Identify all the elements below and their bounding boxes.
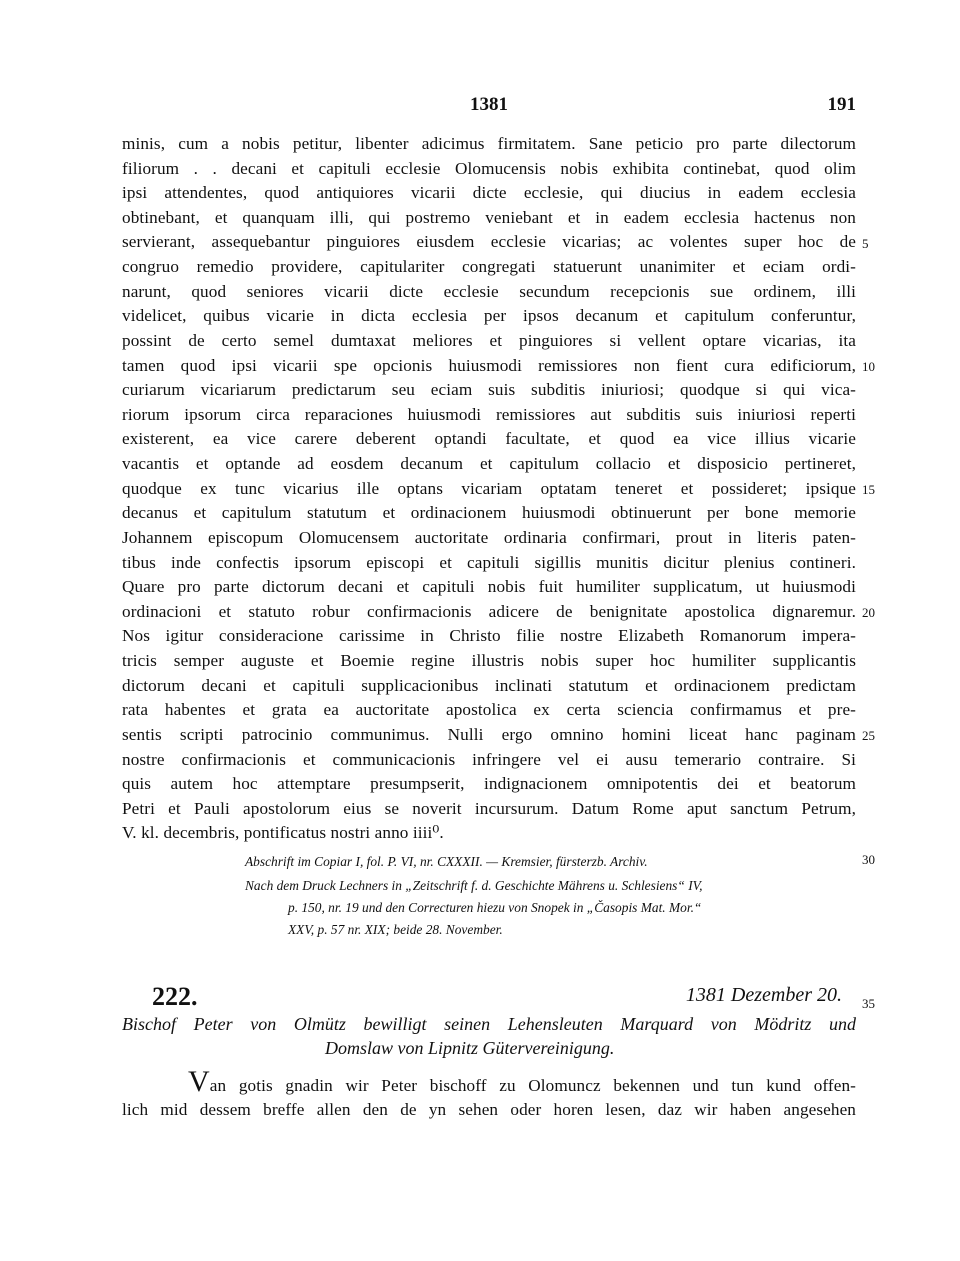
document-text-line: lich mid dessem breffe allen den de yn sehen oder horen lesen, daz wir haben angesehen [122,1100,856,1119]
source-note-line: XXV, p. 57 nr. XIX; beide 28. November. [288,922,503,937]
body-line: existerent, ea vice carere deberent optandi facultate, et quod ea vice illius vicarie [122,429,856,449]
body-line: filiorum . . decani et capituli ecclesie Olomucensis nobis exhibita continebat, quod olim [122,158,856,178]
body-line: congruo remedio providere, capitulariter congregati statuerunt unanimiter et eciam ordi- [122,257,856,277]
body-line: videlicet, quibus vicarie in dicta ecclesia per ipsos decanum et capitulum conferuntur, [122,306,856,326]
body-line: Johannem episcopum Olomucensem auctoritate ordinaria confirmari, prout in literis paten- [122,527,856,547]
body-line: possint de certo semel dumtaxat meliores et pinguiores si vellent optare vicarias, ita [122,330,856,350]
line-number: 15 [862,482,875,497]
body-line: minis, cum a nobis petitur, libenter adicimus firmitatem. Sane peticio pro parte dilectorum [122,134,856,153]
body-line: quodque ex tunc vicarius ille optans vicariam optatam teneret et possideret; ipsique [122,478,856,498]
body-line: sentis scripti patrocinio communimus. Nulli ergo omnino homini liceat hanc paginam [122,724,856,744]
line-number: 20 [862,605,875,620]
line-number: 35 [862,996,875,1011]
body-line: tibus inde confectis ipsorum episcopi et capituli sigillis munitis dicitur plenius contineri. [122,552,856,572]
body-line: Quare pro parte dictorum decani et capituli nobis fuit humiliter supplicatum, ut huiusmodi [122,577,856,597]
body-line: dictorum decani et capituli supplicacionibus inclinati statutum et ordinacionem predictam [122,675,856,695]
body-line: ipsi attendentes, quod antiquiores vicarii dicte ecclesie, qui diucius in eadem ecclesia [122,183,856,203]
body-line: nostre confirmacionis et communicacionis infringere vel ei ausu temerario contraire. Si [122,749,856,769]
regest-line: Domslaw von Lipnitz Gütervereinigung. [325,1038,615,1058]
source-note-line: p. 150, nr. 19 und den Correcturen hiezu von Snopek in „Časopis Mat. Mor.“ [288,900,702,915]
line-number: 25 [862,728,875,743]
document-number: 222. [152,982,198,1011]
body-line: narunt, quod seniores vicarii dicte ecclesie secundum recepcionis sue ordinem, illi [122,281,856,301]
initial-letter: V [188,1065,210,1098]
body-line: curiarum vicariarum predictarum seu eciam suis subditis iniuriosi; quodque si qui vica- [122,380,856,400]
document-text-line [188,1065,856,1098]
body-line: obtinebant, et quanquam illi, qui postremo veniebant et in eadem ecclesia hactenus non [122,207,856,227]
source-note-line: Abschrift im Copiar I, fol. P. VI, nr. CXXXII. — Kremsier, fürsterzb. Archiv. [245,854,648,869]
line-number: 5 [862,236,869,251]
source-note-line: Nach dem Druck Lechners in „Zeitschrift f. d. Geschichte Mährens u. Schlesiens“ IV, [245,878,703,893]
body-line: Petri et Pauli apostolorum eius se noverit incursurum. Datum Rome aput sanctum Petrum, [122,798,856,818]
body-line: servierant, assequebantur pinguiores eiusdem ecclesie vicarias; ac volentes super hoc de [122,232,856,252]
body-line: tricis semper auguste et Boemie regine illustris nobis super hoc humiliter supplicantis [122,651,856,671]
page-number: 191 [827,94,856,115]
document-date: 1381 Dezember 20. [685,984,842,1006]
regest-line: Bischof Peter von Olmütz bewilligt seinen Lehensleuten Marquard von Mödritz und [122,1014,856,1034]
body-line: quis autem hoc attemptare presumpserit, indignacionem omnipotentis dei et beatorum [122,774,856,794]
body-line: vacantis et optande ad eosdem decanum et capitulum collacio et disposicio pertineret, [122,454,856,474]
body-line: tamen quod ipsi vicarii spe opcionis huiusmodi remissiores non fient cura edificiorum, [122,355,856,375]
body-line: Nos igitur consideracione carissime in Christo filie nostre Elizabeth Romanorum impera- [122,626,856,646]
body-line: decanus et capitulum statutum et ordinacionem huiusmodi obtinuerunt per bone memorie [122,503,856,523]
body-line: rata habentes et grata ea auctoritate apostolica ex certa sciencia confirmamus et pre- [122,700,856,720]
line-number: 10 [862,359,875,374]
running-head-year: 1381 [470,94,508,115]
line-number: 30 [862,852,875,867]
body-line: ordinacioni et statuto robur confirmacionis adicere de benignitate apostolica dignaremur. [122,601,856,621]
document-text-rest: an gotis gnadin wir Peter bischoff zu Olomuncz bekennen und tun kund offen- [209,1076,856,1095]
body-line: riorum ipsorum circa reparaciones huiusmodi remissiores aut subditis suis iniuriosi reperti [122,404,856,424]
body-line: V. kl. decembris, pontificatus nostri anno iiii⁰. [122,823,444,843]
